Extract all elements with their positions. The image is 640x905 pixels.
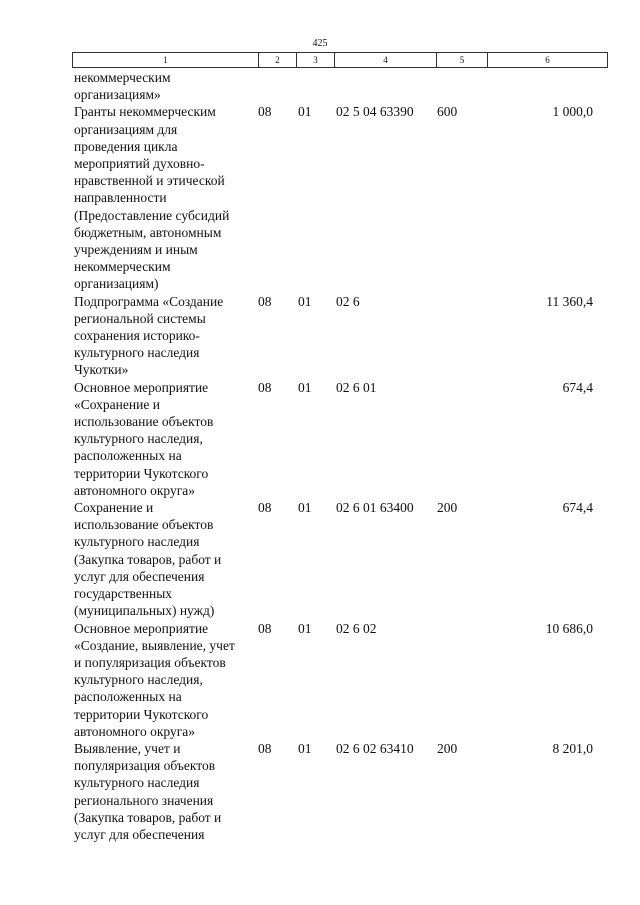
row-subsection: 01 — [298, 104, 312, 120]
row-amount: 1 000,0 — [552, 104, 593, 120]
header-col-3: 3 — [296, 53, 334, 67]
row-expense-type: 600 — [437, 104, 458, 120]
row-section: 08 — [258, 740, 272, 756]
header-col-1: 1 — [72, 53, 258, 67]
row-section: 08 — [258, 500, 272, 516]
header-col-4: 4 — [334, 53, 436, 67]
row-subsection: 01 — [298, 500, 312, 516]
table-row — [0, 293, 640, 379]
row-target-code: 02 6 01 — [336, 379, 377, 395]
row-amount: 11 360,4 — [546, 293, 593, 309]
row-name: Основное мероприятие «Создание, выявление, учет и популяризация объектов культурного наследия, расположенных на территории Чукотского автономного округа» — [74, 620, 235, 739]
table-row — [0, 379, 640, 499]
page-number: 425 — [312, 38, 328, 49]
row-expense-type: 200 — [437, 740, 458, 756]
row-name: Подпрограмма «Создание региональной системы сохранения историко- культурного наследия Чукотки» — [74, 293, 224, 378]
header-col-2: 2 — [258, 53, 296, 67]
row-name: Сохранение и использование объектов культурного наследия (Закупка товаров, работ и услуг для обеспечения государственных (муниципальных) нужд) — [74, 500, 222, 619]
row-target-code: 02 6 01 63400 — [336, 500, 414, 516]
row-target-code: 02 6 02 — [336, 620, 377, 636]
row-target-code: 02 6 02 63410 — [336, 740, 414, 756]
row-amount: 674,4 — [562, 379, 593, 395]
table-row — [0, 499, 640, 619]
table-row — [0, 740, 640, 843]
row-target-code: 02 6 — [336, 293, 360, 309]
row-name: некоммерческим организациям» — [74, 70, 171, 103]
table-body — [0, 69, 640, 843]
row-section: 08 — [258, 104, 272, 120]
table-row — [0, 103, 640, 292]
table-header — [72, 52, 608, 68]
row-amount: 674,4 — [562, 500, 593, 516]
row-subsection: 01 — [298, 379, 312, 395]
table-row — [0, 69, 640, 103]
row-name: Основное мероприятие «Сохранение и использование объектов культурного наследия, расположенных на территории Чукотского автономного округа» — [74, 379, 214, 498]
row-subsection: 01 — [298, 740, 312, 756]
row-name: Гранты некоммерческим организациям для проведения цикла мероприятий духовно- нравственной и этической направленности (Предоставление субсидий бюджетным, автономным учреждениям и иным некоммерческим организациям) — [74, 104, 230, 292]
row-section: 08 — [258, 293, 272, 309]
row-section: 08 — [258, 620, 272, 636]
row-section: 08 — [258, 379, 272, 395]
row-amount: 8 201,0 — [552, 740, 593, 756]
table-row — [0, 620, 640, 740]
row-subsection: 01 — [298, 620, 312, 636]
row-name: Выявление, учет и популяризация объектов культурного наследия регионального значения (Закупка товаров, работ и услуг для обеспечения — [74, 740, 222, 842]
header-col-6: 6 — [487, 53, 608, 67]
row-amount: 10 686,0 — [545, 620, 593, 636]
header-col-5: 5 — [436, 53, 487, 67]
row-subsection: 01 — [298, 293, 312, 309]
row-expense-type: 200 — [437, 500, 458, 516]
row-target-code: 02 5 04 63390 — [336, 104, 414, 120]
